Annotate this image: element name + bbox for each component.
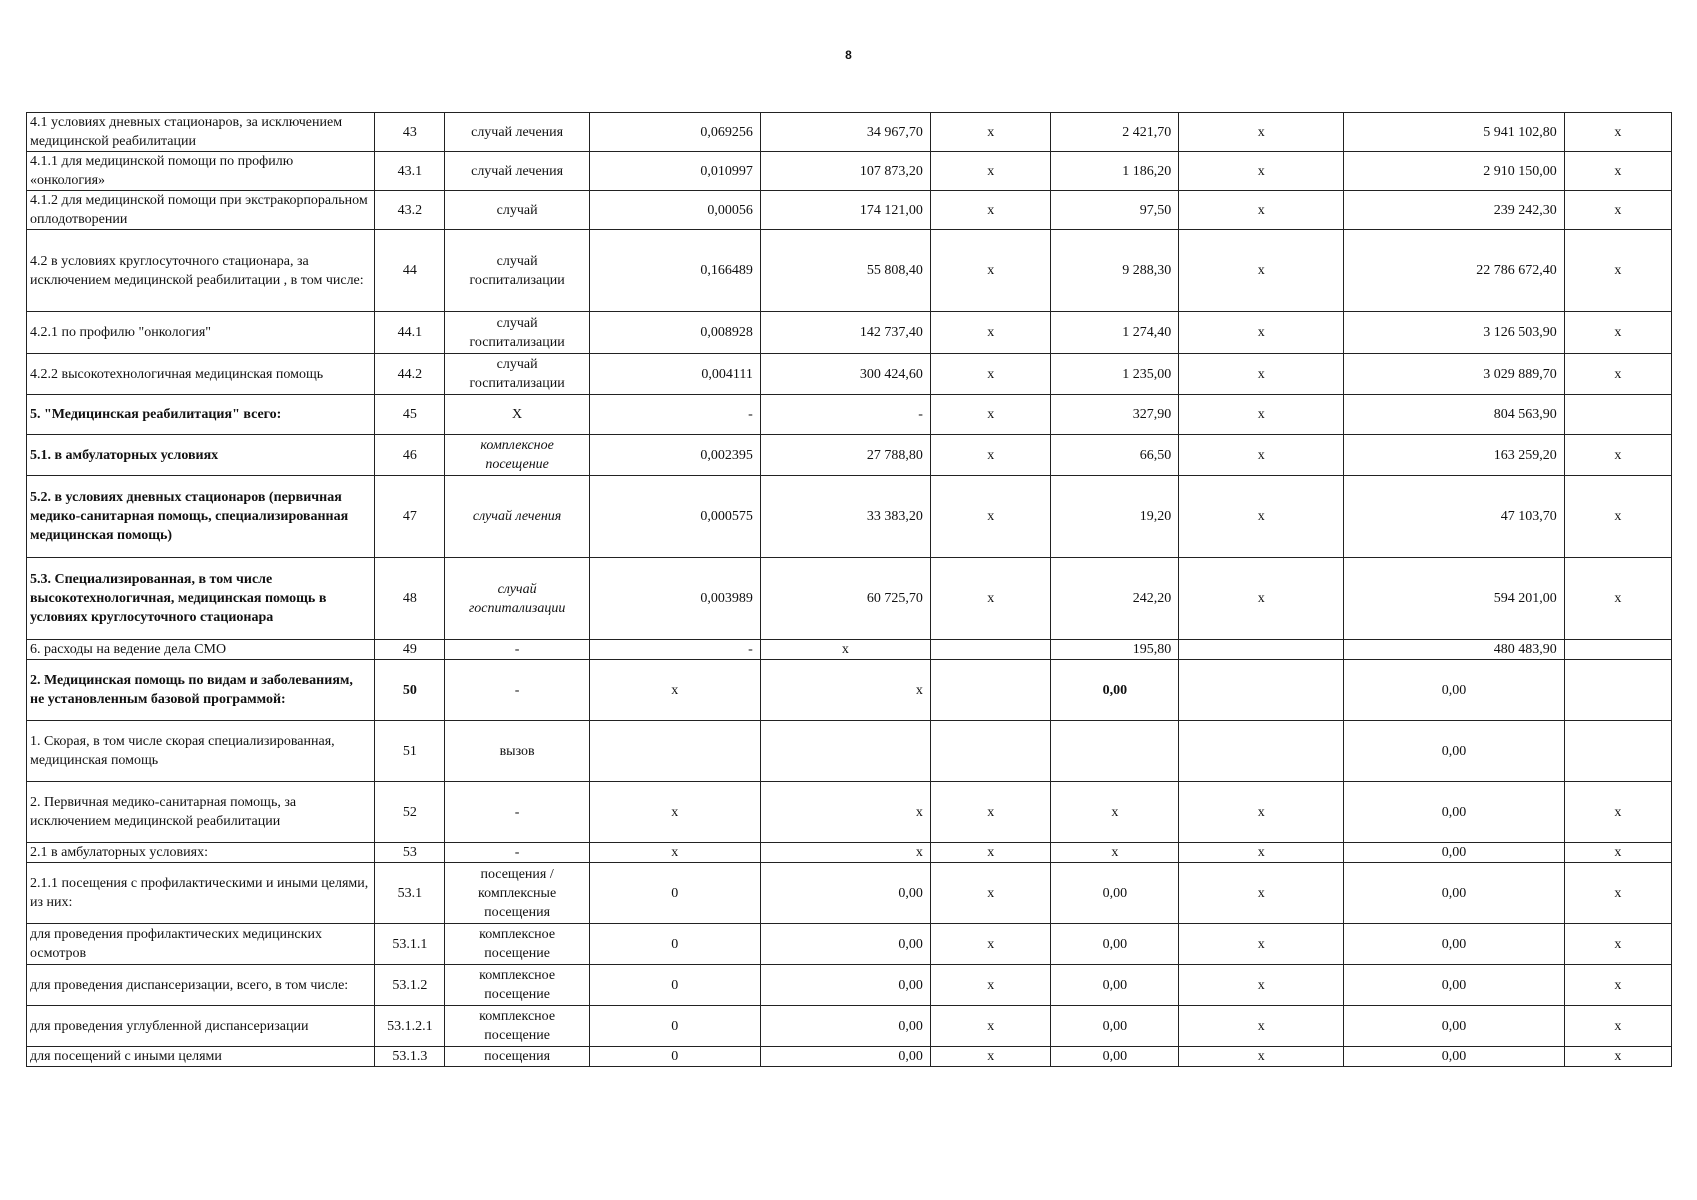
cell-f: 3 029 889,70 <box>1344 354 1565 395</box>
row-unit: Х <box>445 395 589 435</box>
row-code: 53.1.3 <box>375 1047 445 1067</box>
cell-g: х <box>1564 843 1671 863</box>
row-code: 44.1 <box>375 312 445 354</box>
cell-e: х <box>1179 395 1344 435</box>
row-unit: посещения / комплексные посещения <box>445 863 589 924</box>
cell-g: х <box>1564 354 1671 395</box>
row-unit: комплексное посещение <box>445 435 589 476</box>
cell-c: х <box>930 395 1051 435</box>
cell-b: 0,00 <box>760 924 930 965</box>
row-unit: - <box>445 660 589 721</box>
cell-e: х <box>1179 558 1344 640</box>
cell-f: 0,00 <box>1344 782 1565 843</box>
table-row <box>27 660 1672 721</box>
cell-g <box>1564 395 1671 435</box>
cell-e: х <box>1179 230 1344 312</box>
cell-a: 0,010997 <box>589 152 760 191</box>
cell-b: х <box>760 640 930 660</box>
table-row <box>27 435 1672 476</box>
cell-d: 0,00 <box>1051 863 1179 924</box>
cell-c: х <box>930 558 1051 640</box>
cell-c: х <box>930 435 1051 476</box>
cell-f: 0,00 <box>1344 1047 1565 1067</box>
cell-c: х <box>930 965 1051 1006</box>
table-row <box>27 476 1672 558</box>
cell-f: 239 242,30 <box>1344 191 1565 230</box>
row-name: 2.1.1 посещения с профилактическими и иными целями, из них: <box>27 863 375 924</box>
row-name: 5. "Медицинская реабилитация" всего: <box>27 395 375 435</box>
row-code: 43.2 <box>375 191 445 230</box>
row-unit: - <box>445 640 589 660</box>
cell-b: 60 725,70 <box>760 558 930 640</box>
cell-e: х <box>1179 782 1344 843</box>
cell-g: х <box>1564 1006 1671 1047</box>
row-name: 4.1 условиях дневных стационаров, за исключением медицинской реабилитации <box>27 113 375 152</box>
cell-a: 0 <box>589 965 760 1006</box>
cell-g: х <box>1564 863 1671 924</box>
cell-e: х <box>1179 1006 1344 1047</box>
row-name: 4.2 в условиях круглосуточного стационара, за исключением медицинской реабилитации , в том числе: <box>27 230 375 312</box>
cell-e: х <box>1179 965 1344 1006</box>
cell-g: х <box>1564 113 1671 152</box>
row-name: 4.1.2 для медицинской помощи при экстракорпоральном оплодотворении <box>27 191 375 230</box>
row-name: 5.2. в условиях дневных стационаров (первичная медико-санитарная помощь, специализированная медицинская помощь) <box>27 476 375 558</box>
row-code: 50 <box>375 660 445 721</box>
row-name: 1. Скорая, в том числе скорая специализированная, медицинская помощь <box>27 721 375 782</box>
cell-c: х <box>930 312 1051 354</box>
tariff-table <box>26 112 1672 1067</box>
cell-e: х <box>1179 312 1344 354</box>
row-code: 52 <box>375 782 445 843</box>
table-row <box>27 558 1672 640</box>
cell-d: 19,20 <box>1051 476 1179 558</box>
table-row <box>27 863 1672 924</box>
cell-d: х <box>1051 843 1179 863</box>
table-row <box>27 1047 1672 1067</box>
row-code: 43 <box>375 113 445 152</box>
cell-d: 0,00 <box>1051 1006 1179 1047</box>
cell-e <box>1179 640 1344 660</box>
cell-c: х <box>930 863 1051 924</box>
table-row <box>27 230 1672 312</box>
cell-d: 242,20 <box>1051 558 1179 640</box>
row-name: 4.2.1 по профилю "онкология" <box>27 312 375 354</box>
cell-a: - <box>589 395 760 435</box>
table-row <box>27 721 1672 782</box>
row-unit: случай лечения <box>445 152 589 191</box>
cell-b: 34 967,70 <box>760 113 930 152</box>
cell-b: 55 808,40 <box>760 230 930 312</box>
cell-c <box>930 660 1051 721</box>
cell-a: 0,000575 <box>589 476 760 558</box>
row-name: 2.1 в амбулаторных условиях: <box>27 843 375 863</box>
table-row <box>27 312 1672 354</box>
row-unit: - <box>445 782 589 843</box>
cell-b: х <box>760 782 930 843</box>
cell-b: 300 424,60 <box>760 354 930 395</box>
cell-f: 0,00 <box>1344 1006 1565 1047</box>
cell-a: 0 <box>589 1006 760 1047</box>
row-unit: комплексное посещение <box>445 965 589 1006</box>
cell-d: 327,90 <box>1051 395 1179 435</box>
row-name: 2. Первичная медико-санитарная помощь, за исключением медицинской реабилитации <box>27 782 375 843</box>
cell-e: х <box>1179 863 1344 924</box>
cell-b: 0,00 <box>760 1006 930 1047</box>
cell-e <box>1179 721 1344 782</box>
row-code: 53.1.1 <box>375 924 445 965</box>
cell-d <box>1051 721 1179 782</box>
row-unit: случай госпитализации <box>445 558 589 640</box>
cell-g: х <box>1564 965 1671 1006</box>
cell-g: х <box>1564 152 1671 191</box>
cell-g: х <box>1564 435 1671 476</box>
cell-f: 0,00 <box>1344 965 1565 1006</box>
row-code: 44 <box>375 230 445 312</box>
row-code: 48 <box>375 558 445 640</box>
cell-c: х <box>930 354 1051 395</box>
row-code: 53.1 <box>375 863 445 924</box>
row-unit: случай <box>445 191 589 230</box>
row-name: 5.1. в амбулаторных условиях <box>27 435 375 476</box>
cell-c: х <box>930 230 1051 312</box>
cell-a: 0,008928 <box>589 312 760 354</box>
row-unit: случай госпитализации <box>445 354 589 395</box>
cell-d: 1 186,20 <box>1051 152 1179 191</box>
row-name: 4.2.2 высокотехнологичная медицинская помощь <box>27 354 375 395</box>
cell-b: 27 788,80 <box>760 435 930 476</box>
cell-d: 0,00 <box>1051 965 1179 1006</box>
cell-f: 0,00 <box>1344 924 1565 965</box>
cell-b: х <box>760 660 930 721</box>
cell-g: х <box>1564 476 1671 558</box>
cell-f: 480 483,90 <box>1344 640 1565 660</box>
table-row <box>27 843 1672 863</box>
cell-a: 0 <box>589 1047 760 1067</box>
cell-b: 33 383,20 <box>760 476 930 558</box>
cell-b: 174 121,00 <box>760 191 930 230</box>
row-unit: комплексное посещение <box>445 924 589 965</box>
cell-c: х <box>930 152 1051 191</box>
cell-e: х <box>1179 476 1344 558</box>
cell-g: х <box>1564 558 1671 640</box>
cell-b: 107 873,20 <box>760 152 930 191</box>
row-name: для проведения профилактических медицинских осмотров <box>27 924 375 965</box>
cell-g: х <box>1564 782 1671 843</box>
cell-d: 97,50 <box>1051 191 1179 230</box>
cell-c: х <box>930 924 1051 965</box>
cell-a: х <box>589 843 760 863</box>
row-unit: комплексное посещение <box>445 1006 589 1047</box>
cell-b <box>760 721 930 782</box>
cell-c <box>930 640 1051 660</box>
cell-c: х <box>930 843 1051 863</box>
cell-f: 0,00 <box>1344 660 1565 721</box>
cell-a: 0,069256 <box>589 113 760 152</box>
cell-e: х <box>1179 191 1344 230</box>
table-row <box>27 191 1672 230</box>
row-code: 45 <box>375 395 445 435</box>
cell-d: 2 421,70 <box>1051 113 1179 152</box>
cell-f: 594 201,00 <box>1344 558 1565 640</box>
row-unit: случай лечения <box>445 476 589 558</box>
cell-a: 0,003989 <box>589 558 760 640</box>
cell-f: 3 126 503,90 <box>1344 312 1565 354</box>
page-number: 8 <box>845 48 852 62</box>
cell-c: х <box>930 191 1051 230</box>
row-code: 51 <box>375 721 445 782</box>
cell-d: 195,80 <box>1051 640 1179 660</box>
row-code: 44.2 <box>375 354 445 395</box>
cell-e: х <box>1179 1047 1344 1067</box>
cell-a <box>589 721 760 782</box>
row-name: для проведения диспансеризации, всего, в том числе: <box>27 965 375 1006</box>
cell-d: 0,00 <box>1051 1047 1179 1067</box>
cell-d: 0,00 <box>1051 924 1179 965</box>
row-code: 53.1.2.1 <box>375 1006 445 1047</box>
cell-f: 0,00 <box>1344 863 1565 924</box>
row-unit: посещения <box>445 1047 589 1067</box>
cell-e: х <box>1179 113 1344 152</box>
cell-c <box>930 721 1051 782</box>
cell-g <box>1564 721 1671 782</box>
row-code: 53.1.2 <box>375 965 445 1006</box>
cell-g: х <box>1564 191 1671 230</box>
row-code: 47 <box>375 476 445 558</box>
row-code: 53 <box>375 843 445 863</box>
cell-d: 0,00 <box>1051 660 1179 721</box>
cell-b: - <box>760 395 930 435</box>
cell-f: 47 103,70 <box>1344 476 1565 558</box>
cell-d: 66,50 <box>1051 435 1179 476</box>
cell-c: х <box>930 1006 1051 1047</box>
cell-a: 0,002395 <box>589 435 760 476</box>
row-code: 43.1 <box>375 152 445 191</box>
table-row <box>27 782 1672 843</box>
cell-e <box>1179 660 1344 721</box>
cell-f: 22 786 672,40 <box>1344 230 1565 312</box>
cell-b: 0,00 <box>760 863 930 924</box>
row-name: для проведения углубленной диспансеризации <box>27 1006 375 1047</box>
cell-g <box>1564 660 1671 721</box>
cell-a: 0,004111 <box>589 354 760 395</box>
cell-f: 0,00 <box>1344 721 1565 782</box>
row-unit: вызов <box>445 721 589 782</box>
cell-e: х <box>1179 152 1344 191</box>
cell-f: 163 259,20 <box>1344 435 1565 476</box>
table-body <box>27 113 1672 1067</box>
cell-c: х <box>930 476 1051 558</box>
row-unit: случай лечения <box>445 113 589 152</box>
cell-a: - <box>589 640 760 660</box>
cell-d: 1 274,40 <box>1051 312 1179 354</box>
cell-a: х <box>589 660 760 721</box>
row-unit: случай госпитализации <box>445 230 589 312</box>
table-row <box>27 924 1672 965</box>
cell-g: х <box>1564 1047 1671 1067</box>
cell-a: 0 <box>589 924 760 965</box>
cell-e: х <box>1179 435 1344 476</box>
table-row <box>27 113 1672 152</box>
cell-g: х <box>1564 312 1671 354</box>
row-name: 2. Медицинская помощь по видам и заболеваниям, не установленным базовой программой: <box>27 660 375 721</box>
row-unit: случай госпитализации <box>445 312 589 354</box>
cell-f: 0,00 <box>1344 843 1565 863</box>
cell-a: 0,166489 <box>589 230 760 312</box>
row-code: 49 <box>375 640 445 660</box>
cell-c: х <box>930 1047 1051 1067</box>
cell-a: 0 <box>589 863 760 924</box>
cell-f: 5 941 102,80 <box>1344 113 1565 152</box>
table-row <box>27 640 1672 660</box>
cell-b: 142 737,40 <box>760 312 930 354</box>
row-code: 46 <box>375 435 445 476</box>
cell-e: х <box>1179 354 1344 395</box>
cell-g: х <box>1564 924 1671 965</box>
cell-a: х <box>589 782 760 843</box>
cell-c: х <box>930 782 1051 843</box>
table-row <box>27 354 1672 395</box>
cell-d: х <box>1051 782 1179 843</box>
row-unit: - <box>445 843 589 863</box>
cell-b: 0,00 <box>760 965 930 1006</box>
row-name: 4.1.1 для медицинской помощи по профилю «онкология» <box>27 152 375 191</box>
row-name: для посещений с иными целями <box>27 1047 375 1067</box>
cell-e: х <box>1179 924 1344 965</box>
cell-d: 9 288,30 <box>1051 230 1179 312</box>
table-row <box>27 965 1672 1006</box>
cell-b: 0,00 <box>760 1047 930 1067</box>
cell-e: х <box>1179 843 1344 863</box>
cell-f: 2 910 150,00 <box>1344 152 1565 191</box>
table-row <box>27 395 1672 435</box>
row-name: 6. расходы на ведение дела СМО <box>27 640 375 660</box>
cell-f: 804 563,90 <box>1344 395 1565 435</box>
row-name: 5.3. Специализированная, в том числе высокотехнологичная, медицинская помощь в условиях круглосуточного стационара <box>27 558 375 640</box>
cell-c: х <box>930 113 1051 152</box>
cell-g <box>1564 640 1671 660</box>
cell-d: 1 235,00 <box>1051 354 1179 395</box>
cell-b: х <box>760 843 930 863</box>
table-row <box>27 1006 1672 1047</box>
cell-g: х <box>1564 230 1671 312</box>
cell-a: 0,00056 <box>589 191 760 230</box>
table-row <box>27 152 1672 191</box>
